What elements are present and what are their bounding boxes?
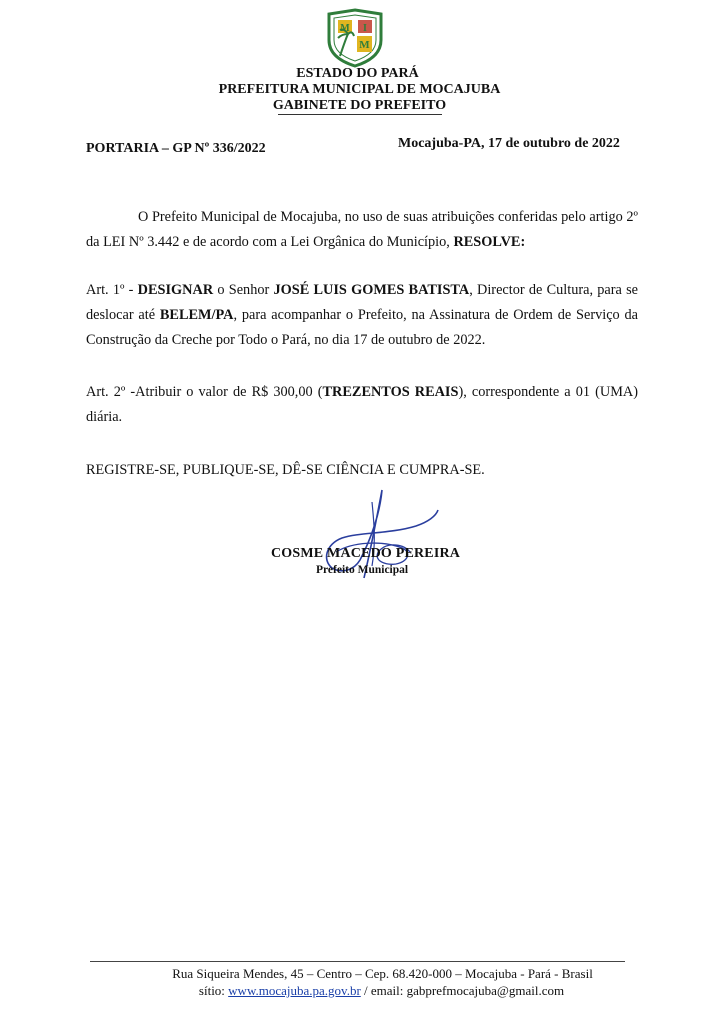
article-1-verb: DESIGNAR [137,282,214,298]
signer-name: COSME MACEDO PEREIRA [271,546,461,561]
article-1-text-1: o Senhor [213,282,274,298]
email-address: gabprefmocajuba@gmail.com [406,983,565,998]
svg-text:I: I [363,23,367,34]
coat-of-arms-icon [326,8,384,68]
article-1-text-2: , Director de Cultura, para se deslocar até [86,282,639,323]
document-date: Mocajuba-PA, 17 de outubro de 2022 [398,136,620,151]
portaria-number: PORTARIA – GP Nº 336/2022 [86,141,266,156]
closing-formula: REGISTRE-SE, PUBLIQUE-SE, DÊ-SE CIÊNCIA E CUMPRA-SE. [86,462,485,478]
site-label: sítio: [198,983,229,998]
article-1 [86,278,638,353]
state-name: ESTADO DO PARÁ [296,66,419,81]
article-2 [86,380,638,430]
website-link[interactable]: www.mocajuba.pa.gov.br [228,983,361,998]
svg-text:M: M [359,39,370,51]
article-1-prefix: Art. 1º - [86,282,138,298]
footer-divider [90,961,625,962]
amount-in-words: TREZENTOS REAIS [322,384,459,400]
article-2-text-1: Art. 2º -Atribuir o valor de R$ 300,00 ( [86,384,323,400]
signer-title: Prefeito Municipal [316,564,409,576]
destination: BELEM/PA [159,307,234,323]
resolve-keyword: RESOLVE: [453,234,526,250]
footer-contact [0,983,725,999]
header-divider [278,114,442,115]
intro-text: O Prefeito Municipal de Mocajuba, no uso de suas atribuições conferidas pelo artigo 2º da LEI Nº 3.442 e de acordo com a Lei Orgânica do Município, [86,209,638,250]
footer-address: Rua Siqueira Mendes, 45 – Centro – Cep. 68.420-000 – Mocajuba - Pará - Brasil [172,966,593,981]
office-name: GABINETE DO PREFEITO [272,98,447,113]
intro-paragraph [86,205,638,255]
article-2-text-2: ), correspondente a 01 (UMA) diária. [86,384,638,425]
email-label: / email: [360,983,407,998]
article-1-text-3: , para acompanhar o Prefeito, na Assinatura de Ordem de Serviço da Construção da Creche por Todo o Pará, no dia 17 de outubro de 2022. [86,307,638,348]
svg-text:M: M [340,23,350,34]
designee-name: JOSÉ LUIS GOMES BATISTA [273,282,470,298]
prefecture-name: PREFEITURA MUNICIPAL DE MOCAJUBA [218,82,501,97]
